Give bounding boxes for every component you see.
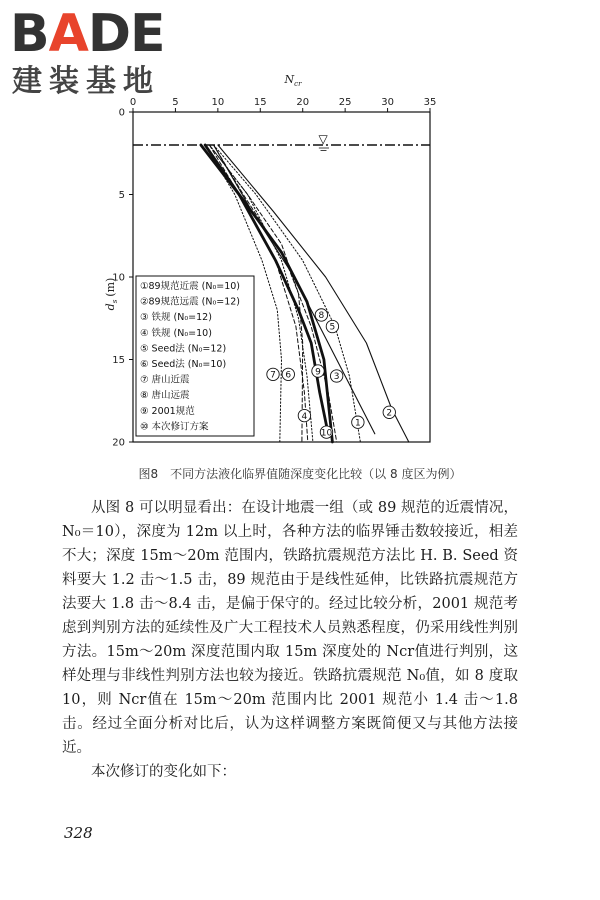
legend-entry-9: ⑨ 2001规范 [140,405,195,417]
y-tick-label: 5 [118,190,125,201]
water-table-icon: ▽ [318,132,328,146]
x-axis-label: $N_{cr}$ [284,73,302,88]
x-tick-label: 20 [296,97,310,108]
paragraph-2: 本次修订的变化如下： [91,764,236,780]
curve-label-5: 5 [329,322,336,333]
curve-label-2: 2 [386,408,393,419]
legend-entry-1: ①89规范近震 (N₀=10) [140,281,241,292]
x-tick-label: 30 [381,97,394,108]
legend-entry-6: ⑥ Seed法 (N₀=10) [140,359,227,370]
curve-label-7: 7 [270,370,276,381]
logo-brand: BADE [10,4,165,64]
curve-label-10: 10 [320,428,333,439]
logo-subtitle: 建装基地 [12,64,160,99]
y-tick-label: 0 [118,107,125,119]
paragraph-1: 从图 8 可以明显看出：在设计地震一组（或 89 规范的近震情况，N₀＝10），深度为 12m 以上时，各种方法的临界锤击数较接近，相差不大；深度 15m～20m 范围内，铁路抗震规范方法比 H. B. Seed 资料要大 1.2 击～1.5 击，89 规范由于是线性延伸，比铁路抗震规范方法要大 1.8 击～8.4 击，是偏于保守的。经过比较分析，2001 规范考虑到判别方法的延续性及广大工程技术人员熟悉程度，仍采用线性判别方法。15m～20m 深度范围内取 15m 深度处的 Ncr值进行判别，这样处理与非线性判别方法也较为接近。铁路抗震规范 N₀值，如 8 度取 10，则 Ncr值在 15m～20m 范围内比 2001 规范小 1.4 击～1.8 击。经过全面分析对比后，认为这样调整方案既简便又与其他方法接近。 [62,500,518,756]
curve-label-4: 4 [301,411,308,422]
x-tick-label: 10 [211,97,225,108]
y-tick-label: 10 [112,272,125,284]
y-tick-label: 20 [112,437,125,449]
figure-caption: 图8 不同方法液化临界值随深度变化比较（以 8 度区为例） [138,467,462,481]
x-tick-label: 5 [172,97,179,108]
y-tick-label: 15 [112,355,125,366]
legend-entry-8: ⑧ 唐山远震 [140,390,190,402]
legend-entry-7: ⑦ 唐山近震 [140,374,190,386]
x-tick-label: 0 [129,97,137,108]
curve-label-9: 9 [315,367,321,378]
curve-label-6: 6 [285,370,292,381]
curve-label-8: 8 [318,311,325,322]
svg-text:ds(m): $d_s(m)$ [104,277,119,311]
legend [136,276,254,436]
curve-label-3: 3 [333,372,340,383]
curve-label-1: 1 [355,418,361,429]
legend-entry-5: ⑤ Seed法 (N₀=12) [140,343,227,355]
page-number: 328 [64,824,93,842]
body-text [62,496,518,784]
x-tick-label: 35 [423,97,437,108]
legend-entry-2: ②89规范远震 (N₀=12) [140,296,241,308]
x-tick-label: 15 [253,97,267,108]
legend-entry-10: ⑩ 本次修订方案 [140,421,209,433]
legend-entry-3: ③ 铁规 (N₀=12) [140,312,212,324]
legend-entry-4: ④ 铁规 (N₀=10) [140,327,212,339]
x-tick-label: 25 [338,97,352,108]
